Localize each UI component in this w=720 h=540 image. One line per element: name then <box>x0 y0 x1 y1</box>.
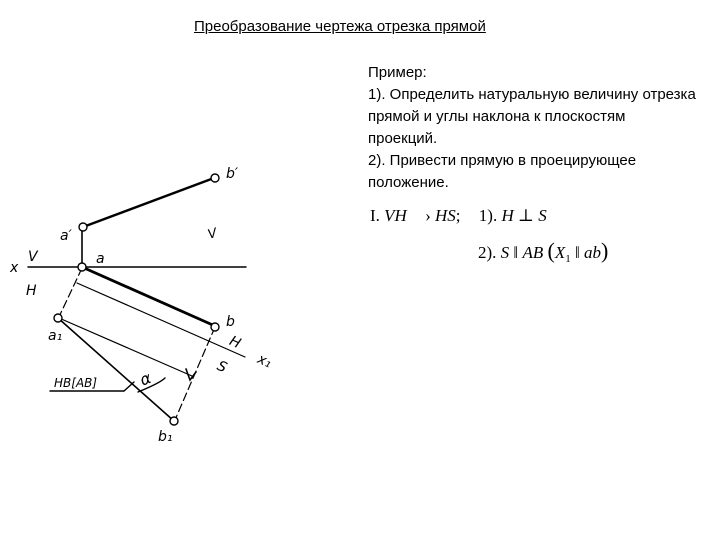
label-h: H <box>26 283 37 299</box>
label-v: V <box>28 249 38 265</box>
formula-vh: VH <box>384 206 407 225</box>
label-alpha: α <box>137 367 154 390</box>
label-v-over-h: V <box>206 225 219 243</box>
formula-step2-lhs: S <box>500 243 510 262</box>
formula-step1-rhs: S <box>538 206 547 225</box>
formula-x: X <box>554 243 566 262</box>
example-item-2: 2). Привести прямую в проецирующее положение. <box>368 152 637 191</box>
label-b: b <box>226 314 235 330</box>
leader-line <box>124 382 134 391</box>
auxiliary-line <box>59 318 192 376</box>
formula-perp: ⊥ <box>517 206 534 225</box>
label-s: S <box>214 358 230 377</box>
formula-paren-close: ) <box>600 238 609 263</box>
link-line-a1 <box>58 268 82 319</box>
label-x1: x₁ <box>254 351 275 372</box>
label-x: x <box>10 260 19 276</box>
segment-a-prime-b-prime <box>83 178 214 227</box>
label-true-length: HB[AB] <box>54 376 98 390</box>
point-b-prime <box>211 174 219 182</box>
formula-semicolon: ; <box>455 206 461 225</box>
point-a <box>78 263 86 271</box>
formula-x-sub: 1 <box>565 253 571 265</box>
label-a: a <box>96 251 105 267</box>
axis-x1-line <box>77 283 245 357</box>
slide-title: Преобразование чертежа отрезка прямой <box>194 18 486 35</box>
point-a-prime <box>79 223 87 231</box>
formula-arrow: › <box>425 206 431 225</box>
formula-step-1: 1). <box>478 206 498 225</box>
formula-step-2: 2). <box>478 243 497 262</box>
point-b <box>211 323 219 331</box>
point-b1 <box>170 417 178 425</box>
label-b-prime: b′ <box>226 166 239 182</box>
formula-parallel-1: ‖ <box>513 243 519 262</box>
formula-step2-mid: AB <box>522 243 544 262</box>
formula-paren-open: ( <box>547 238 555 263</box>
formula-ab: ab <box>583 243 601 262</box>
point-a1 <box>54 314 62 322</box>
label-a-prime: a′ <box>60 228 72 244</box>
formula-hs: HS <box>435 206 456 225</box>
segment-a1-b1 <box>58 318 174 421</box>
segment-a-b <box>82 267 215 326</box>
formula-parallel-2: ‖ <box>574 243 580 262</box>
example-item-1: 1). Определить натуральную величину отрезка прямой и углы наклона к плоскостям проекций. <box>368 86 696 147</box>
angle-tick <box>186 369 196 380</box>
label-a1: a₁ <box>48 328 63 344</box>
label-b1: b₁ <box>158 429 173 445</box>
formula-roman: I. <box>370 206 380 225</box>
formula-step1-lhs: H <box>501 206 514 225</box>
example-heading: Пример: <box>368 64 427 81</box>
label-h2: H <box>226 333 243 353</box>
